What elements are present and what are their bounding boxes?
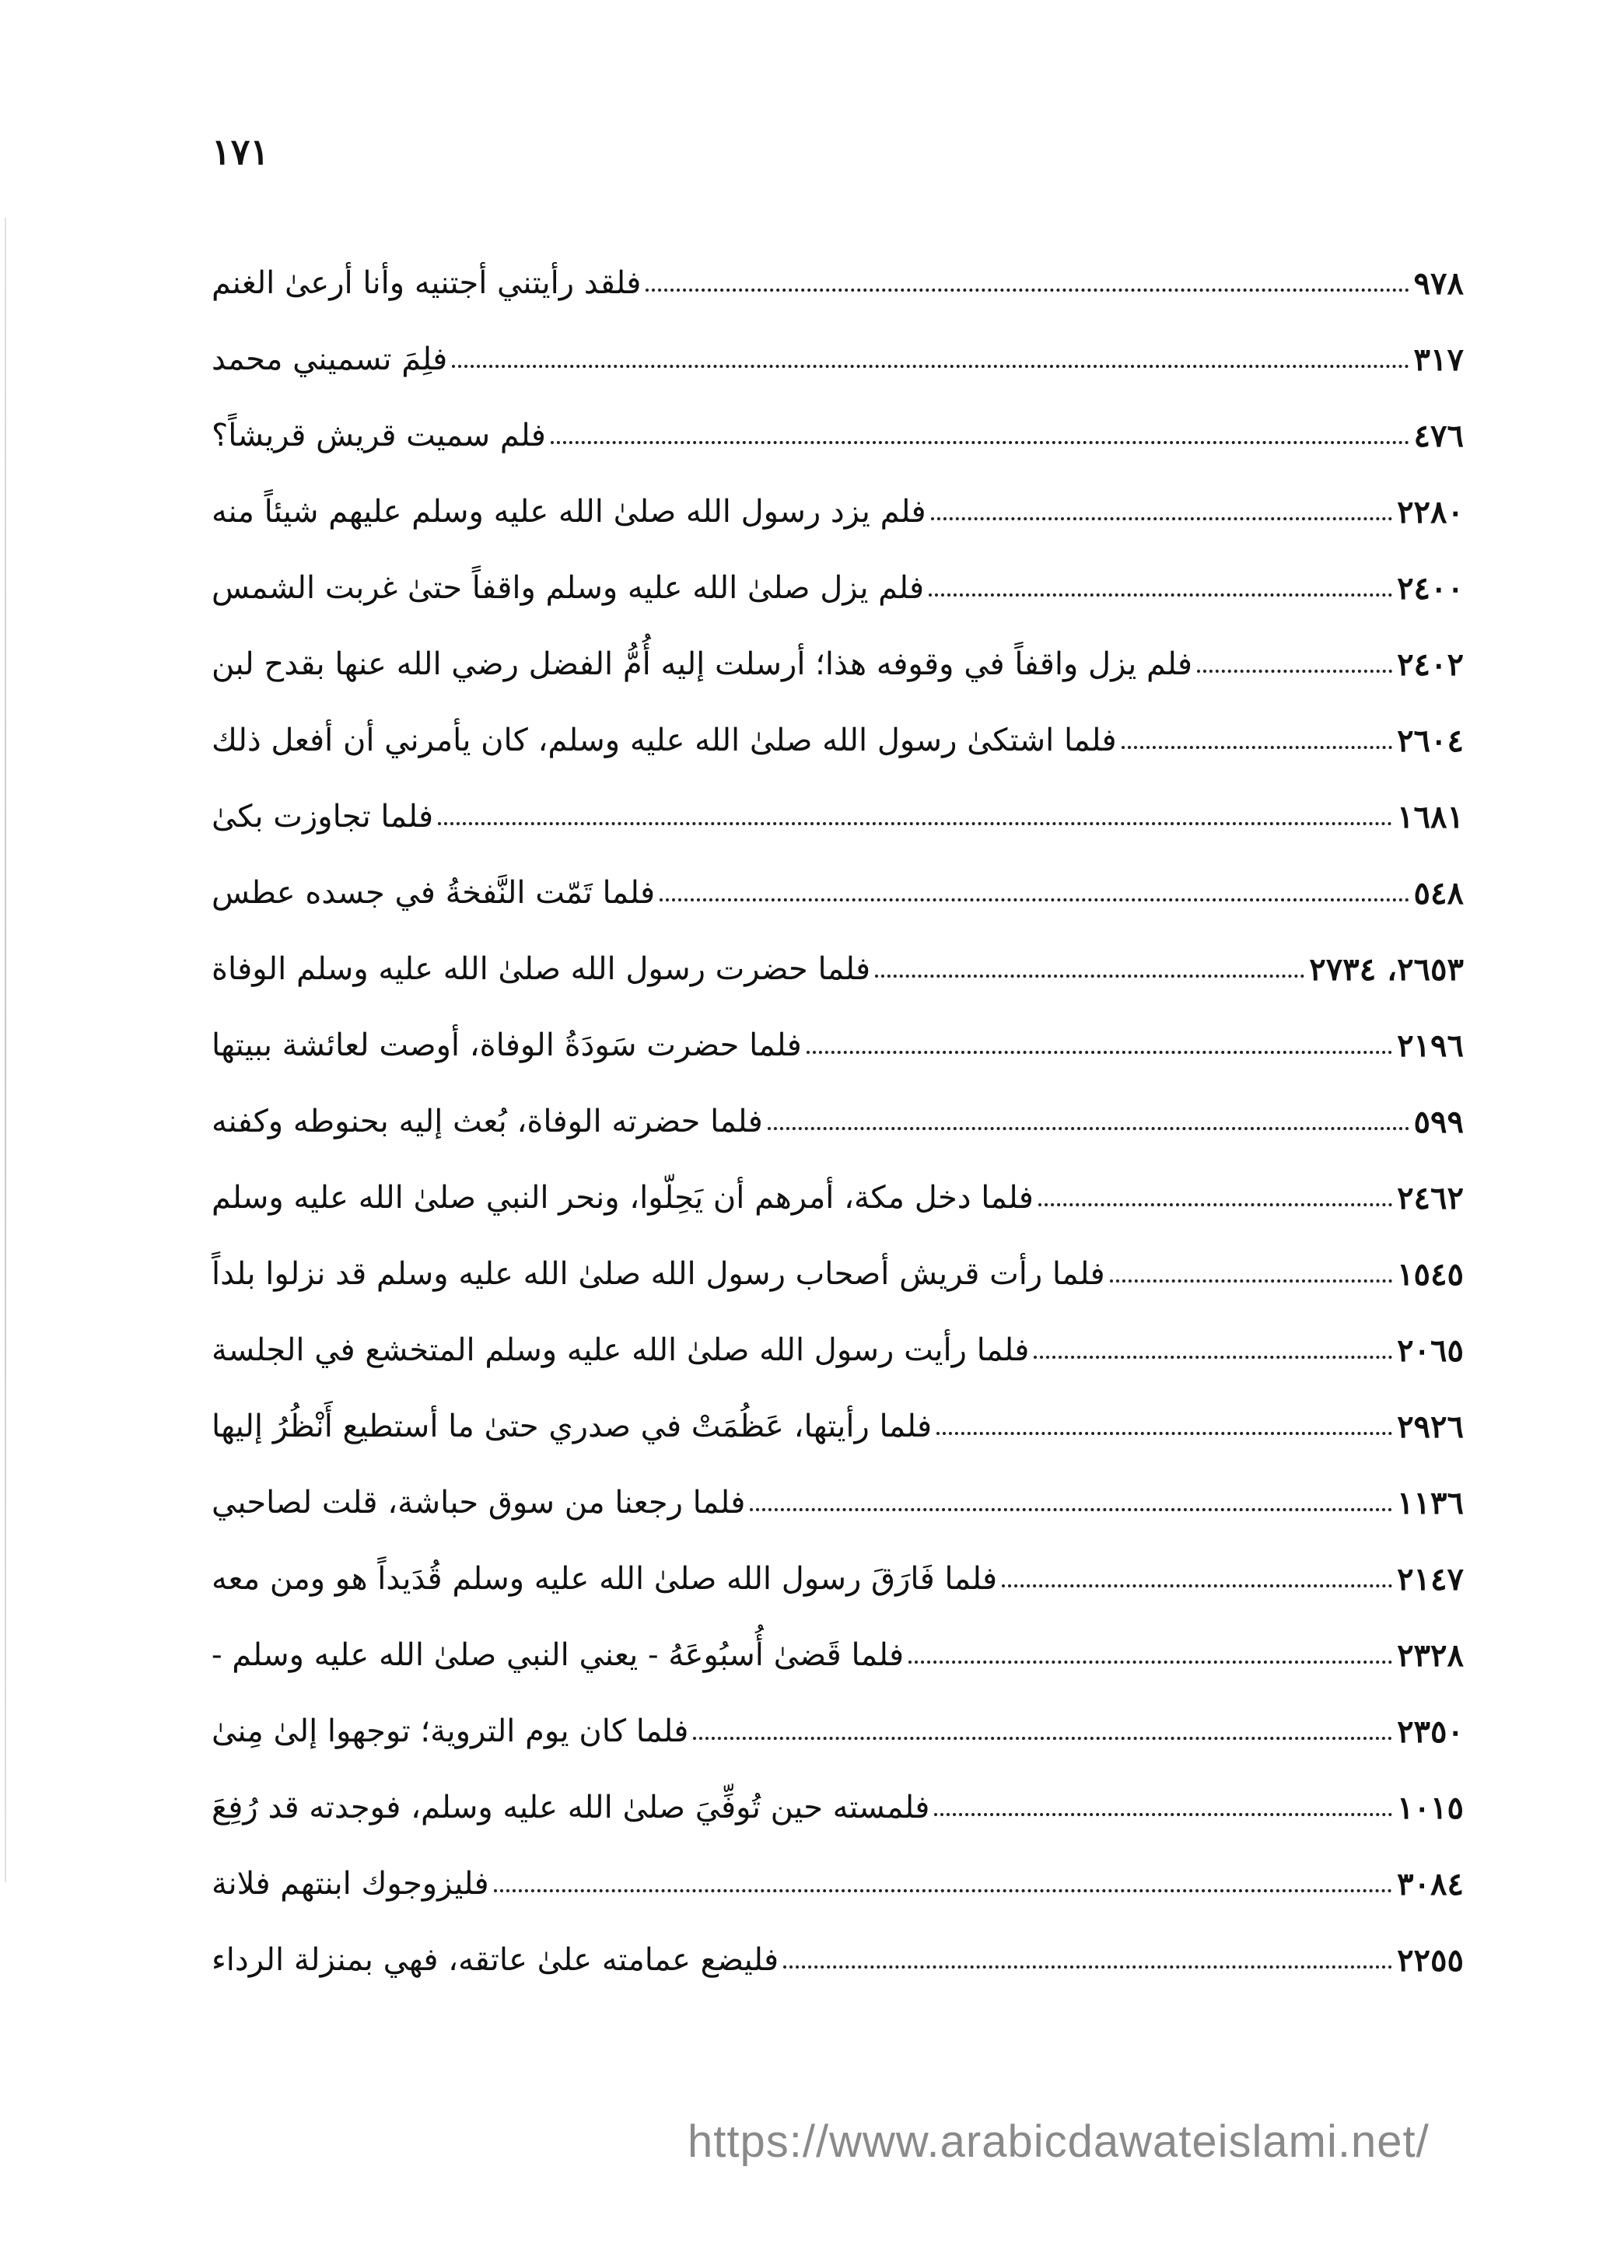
index-entry	[212, 1007, 1464, 1083]
entry-reference-numbers: ٢٣٥٠	[1397, 1713, 1464, 1750]
entry-reference-numbers: ٢٤٠٠	[1397, 569, 1464, 607]
entry-text: فلما كان يوم التروية؛ توجهوا إلىٰ مِنىٰ	[212, 1713, 689, 1749]
entry-text: فلما قَضىٰ أُسبُوعَهُ - يعني النبي صلىٰ الله عليه وسلم -	[212, 1637, 905, 1673]
dot-leader	[908, 1657, 1392, 1664]
dot-leader	[438, 819, 1392, 825]
index-entry	[212, 1388, 1464, 1465]
dot-leader	[783, 1962, 1392, 1969]
dot-leader	[660, 895, 1409, 901]
entry-text: فلم سميت قريش قريشاً؟	[212, 418, 546, 453]
index-entry	[212, 1617, 1464, 1693]
entry-reference-numbers: ١٠١٥	[1397, 1789, 1464, 1826]
dot-leader	[1110, 1276, 1392, 1283]
dot-leader	[807, 1048, 1392, 1054]
dot-leader	[934, 1810, 1392, 1816]
index-entry	[212, 931, 1464, 1007]
entry-reference-numbers: ٢٦٥٣، ٢٧٣٤	[1309, 950, 1464, 988]
dot-leader	[1038, 1200, 1392, 1206]
index-entry	[212, 1693, 1464, 1769]
page-number: ١٧١	[212, 131, 270, 173]
dot-leader	[494, 1886, 1392, 1892]
index-entry	[212, 550, 1464, 626]
entry-text: فلمسته حين تُوفِّيَ صلىٰ الله عليه وسلم، فوجدته قد رُفِعَ	[212, 1790, 930, 1825]
entry-text: فلم يزل صلىٰ الله عليه وسلم واقفاً حتىٰ غربت الشمس	[212, 570, 925, 606]
dot-leader	[1122, 743, 1392, 749]
entry-text: فلم يزد رسول الله صلىٰ الله عليه وسلم عليهم شيئاً منه	[212, 494, 926, 530]
index-entry	[212, 1541, 1464, 1617]
dot-leader	[452, 362, 1409, 368]
entry-text: فلما تجاوزت بكىٰ	[212, 799, 434, 835]
index-entry	[212, 855, 1464, 931]
entry-text: فليزوجوك ابنتهم فلانة	[212, 1866, 489, 1902]
entry-text: فلما رأت قريش أصحاب رسول الله صلىٰ الله عليه وسلم قد نزلوا بلداً	[212, 1256, 1105, 1292]
entry-text: فلما حضرت سَودَةُ الوفاة، أوصت لعائشة ببيتها	[212, 1027, 802, 1063]
index-entry	[212, 474, 1464, 550]
entry-reference-numbers: ٢٦٠٤	[1397, 722, 1464, 759]
index-entry	[212, 397, 1464, 474]
entry-text: فلما اشتكىٰ رسول الله صلىٰ الله عليه وسلم، كان يأمرني أن أفعل ذلك	[212, 723, 1117, 758]
entry-reference-numbers: ٥٤٨	[1413, 874, 1464, 912]
entry-reference-numbers: ١١٣٦	[1397, 1484, 1464, 1521]
entry-text: فلما تَمّت النَّفخةُ في جسده عطس	[212, 875, 656, 911]
entry-text: فلما حضرت رسول الله صلىٰ الله عليه وسلم الوفاة	[212, 951, 871, 987]
index-entry	[212, 1160, 1464, 1236]
entry-reference-numbers: ٢٤٠٢	[1397, 646, 1464, 683]
index-entry	[212, 626, 1464, 702]
entry-text: فلم يزل واقفاً في وقوفه هذا؛ أرسلت إليه أُمُّ الفضل رضي الله عنها بقدح لبن	[212, 646, 1193, 682]
index-entry	[212, 1922, 1464, 1998]
dot-leader	[875, 971, 1304, 978]
entry-reference-numbers: ٢٢٥٥	[1397, 1941, 1464, 1979]
entry-reference-numbers: ٢١٤٧	[1397, 1560, 1464, 1598]
index-entry	[212, 1312, 1464, 1388]
entry-reference-numbers: ٢٤٦٢	[1397, 1179, 1464, 1216]
dot-leader	[936, 1429, 1392, 1435]
dot-leader	[646, 285, 1409, 292]
entry-reference-numbers: ٢٢٨٠	[1397, 493, 1464, 530]
entry-reference-numbers: ٢٣٢٨	[1397, 1636, 1464, 1674]
index-entry	[212, 1846, 1464, 1922]
dot-leader	[1197, 667, 1392, 673]
dot-leader	[551, 438, 1409, 444]
dot-leader	[693, 1734, 1392, 1740]
dot-leader	[1002, 1581, 1392, 1587]
index-entry	[212, 1083, 1464, 1160]
dot-leader	[929, 590, 1392, 597]
dot-leader	[931, 514, 1392, 520]
entry-text: فلما رأيت رسول الله صلىٰ الله عليه وسلم المتخشع في الجلسة	[212, 1332, 1030, 1368]
index-entry	[212, 1769, 1464, 1846]
index-entry	[212, 321, 1464, 397]
entry-reference-numbers: ٩٧٨	[1413, 264, 1464, 302]
entry-reference-numbers: ٤٧٦	[1413, 417, 1464, 454]
website-url-watermark: https://www.arabicdawateislami.net/	[688, 2116, 1430, 2167]
dot-leader	[768, 1124, 1409, 1130]
entry-reference-numbers: ٥٩٩	[1413, 1103, 1464, 1140]
entry-text: فلقد رأيتني أجتنيه وأنا أرعىٰ الغنم	[212, 265, 642, 301]
entry-text: فلما رأيتها، عَظُمَتْ في صدري حتىٰ ما أستطيع أَنْظُرُ إليها	[212, 1409, 933, 1444]
index-entry	[212, 779, 1464, 855]
index-entry	[212, 702, 1464, 779]
entry-text: فلما حضرته الوفاة، بُعث إليه بحنوطه وكفنه	[212, 1104, 763, 1139]
entry-text: فلما فَارَقَ رسول الله صلىٰ الله عليه وسلم قُدَيداً هو ومن معه	[212, 1561, 998, 1597]
hadith-index-list	[212, 245, 1464, 1998]
index-entry	[212, 1465, 1464, 1541]
entry-reference-numbers: ١٥٤٥	[1397, 1255, 1464, 1293]
entry-text: فلما دخل مكة، أمرهم أن يَحِلّوا، ونحر النبي صلىٰ الله عليه وسلم	[212, 1180, 1034, 1216]
entry-text: فلما رجعنا من سوق حباشة، قلت لصاحبي	[212, 1485, 746, 1521]
dot-leader	[1034, 1353, 1392, 1359]
entry-reference-numbers: ٢٠٦٥	[1397, 1332, 1464, 1369]
dot-leader	[750, 1505, 1392, 1511]
entry-reference-numbers: ١٦٨١	[1397, 798, 1464, 835]
index-entry	[212, 245, 1464, 321]
entry-reference-numbers: ٣١٧	[1413, 341, 1464, 378]
entry-reference-numbers: ٣٠٨٤	[1397, 1865, 1464, 1902]
index-entry	[212, 1236, 1464, 1312]
entry-text: فليضع عمامته علىٰ عاتقه، فهي بمنزلة الرداء	[212, 1942, 779, 1978]
scan-edge-line	[5, 218, 6, 1882]
entry-reference-numbers: ٢٩٢٦	[1397, 1408, 1464, 1445]
entry-reference-numbers: ٢١٩٦	[1397, 1027, 1464, 1064]
entry-text: فلِمَ تسميني محمد	[212, 341, 448, 377]
